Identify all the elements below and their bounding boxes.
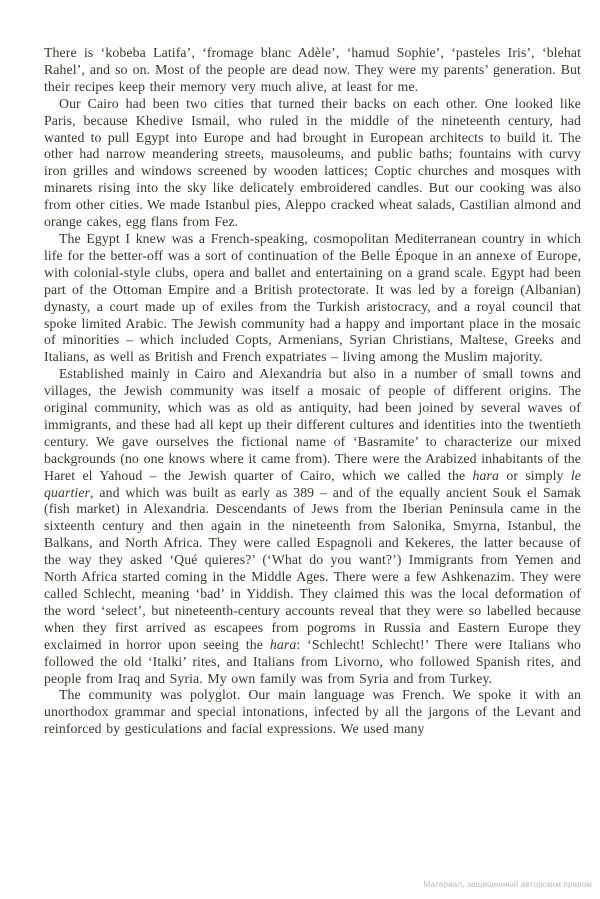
paragraph-text: : ‘Schlecht! Schlecht!’ There were Italians who followed the old ‘Italki’ rites, and Italians from Livorno, who followed Spanish rites, and people from Iraq and Syria. My own family was from Syria and from Turkey. [44,636,581,686]
paragraph [44,366,581,687]
paragraph-text: There is ‘kobeba Latifa’, ‘fromage blanc Adèle’, ‘hamud Sophie’, ‘pasteles Iris’, ‘blehat Rahel’, and so on. Most of the people are dead now. They were my parents’ generation. But their recipes keep their memory very much alive, at least for me. [44,45,581,94]
paragraph [44,687,581,738]
paragraph-text: or simply [499,467,571,483]
paragraph-text: The Egypt I knew was a French-speaking, cosmopolitan Mediterranean country in which life for the better-off was a sort of continuation of the Belle Époque in an annexe of Europe, with colonial-style clubs, opera and ballet and entertaining on a grand scale. Egypt had been part of the Ottoman Empire and a British protectorate. It was led by a foreign (Albanian) dynasty, a court made up of exiles from the Turkish aristocracy, and a royal council that spoke limited Arabic. The Jewish community had a happy and important place in the mosaic of minorities – which included Copts, Armenians, Syrian Christians, Maltese, Greeks and Italians, as well as British and French expatriates – living among the Muslim majority. [44,230,581,365]
paragraph [44,45,581,96]
italic-term: hara [472,467,499,483]
italic-term: hara [269,636,297,652]
paragraph-text: Our Cairo had been two cities that turned their backs on each other. One looked like Paris, because Khedive Ismail, who ruled in the middle of the nineteenth century, had wanted to pull Egypt into Europe and had brought in European architects to build it. The other had narrow meandering streets, mausoleums, and public baths; fountains with curvy iron grilles and windows screened by wooden lattices; Coptic churches and mosques with minarets rising into the sky like delicately embroidered candles. But our cooking was also from other cities. We made Istanbul pies, Aleppo cracked wheat salads, Castilian almond and orange cakes, egg flans from Fez. [44,95,581,230]
page-text-block [44,45,581,738]
paragraph-text: , and which was built as early as 389 – and of the equally ancient Souk el Samak (fish market) in Alexandria. Descendants of Jews from the Iberian Peninsula came in the sixteenth century and then again in the nineteenth from Salonika, Smyrna, Istanbul, the Balkans, and North Africa. They were called Espagnoli and Kekeres, the latter because of the way they asked ‘Qué quieres?’ (‘What do you want?’) Immigrants from Yemen and North Africa started coming in the Middle Ages. There were a few Ashkenazim. They were called Schlecht, meaning ‘bad’ in Yiddish. They claimed this was the local deformation of the word ‘select’, but nineteenth-century accounts reveal that they were so labelled because when they first arrived as escapees from pogroms in Russia and Eastern Europe they exclaimed in horror upon seeing the [44,484,581,652]
italic-term: le quartier [44,467,581,500]
paragraph [44,96,581,231]
paragraph-text: The community was polyglot. Our main language was French. We spoke it with an unorthodox grammar and special intonations, infected by all the jargons of the Levant and reinforced by gesticulations and facial expressions. We used many [44,687,581,737]
paragraph [44,231,581,366]
copyright-watermark: Материал, защищенный авторским правом [423,880,592,889]
paragraph-text: Established mainly in Cairo and Alexandria but also in a number of small towns and villages, the Jewish community was itself a mosaic of people of different origins. The original community, which was as old as antiquity, had been joined by several waves of immigrants, and these had all kept up their different cultures and identities into the twentieth century. We gave ourselves the fictional name of ‘Basramite’ to characterize our mixed backgrounds (no one knows where it came from). There were the Arabized inhabitants of the Haret el Yahoud – the Jewish quarter of Cairo, which we called the [44,366,581,483]
